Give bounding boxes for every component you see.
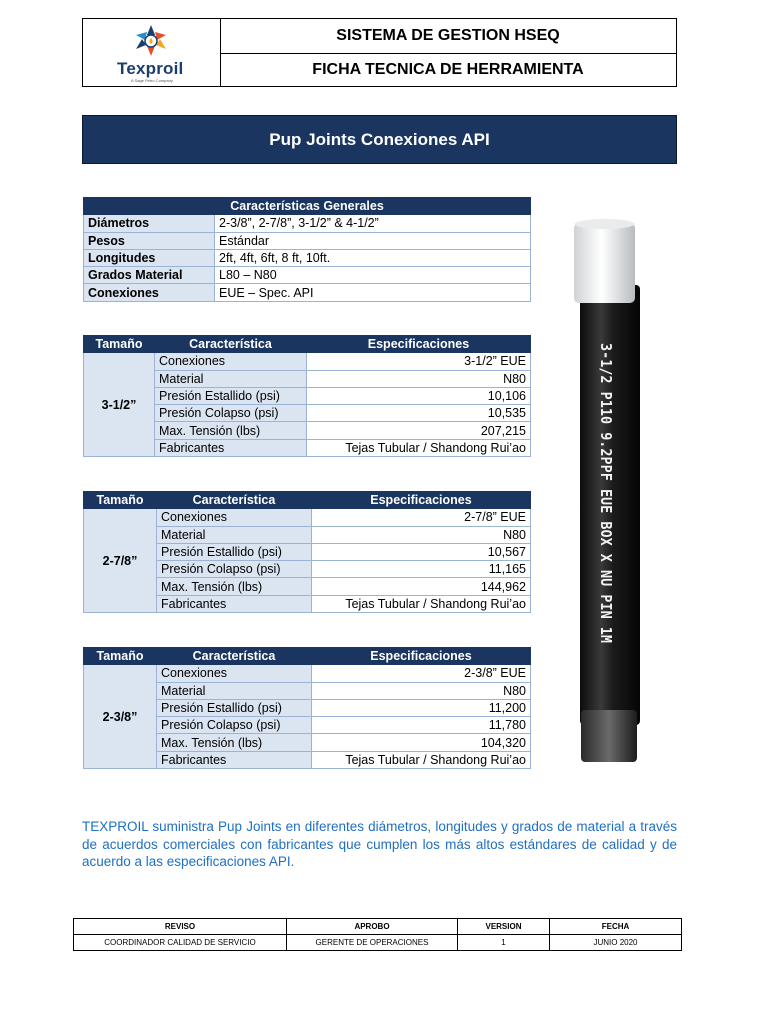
row-label: Fabricantes	[157, 595, 312, 612]
footer-aprobo-value: GERENTE DE OPERACIONES	[287, 935, 458, 951]
row-label: Fabricantes	[155, 439, 307, 456]
row-value: 3-1/2” EUE	[307, 353, 531, 370]
row-value: Estándar	[215, 232, 531, 249]
footer-header-version: VERSION	[458, 919, 550, 935]
row-value: 11,200	[312, 699, 531, 716]
row-label: Conexiones	[157, 509, 312, 526]
page-title: Pup Joints Conexiones API	[82, 115, 677, 164]
row-value: 10,535	[307, 405, 531, 422]
document-header	[82, 18, 677, 87]
row-label: Presión Estallido (psi)	[157, 543, 312, 560]
row-label: Grados Material	[84, 267, 215, 284]
row-label: Presión Colapso (psi)	[157, 561, 312, 578]
row-label: Longitudes	[84, 249, 215, 266]
row-value: N80	[312, 682, 531, 699]
footer-header-reviso: REVISO	[74, 919, 287, 935]
footer-header-fecha: FECHA	[550, 919, 682, 935]
row-label: Presión Estallido (psi)	[157, 699, 312, 716]
row-value: 11,165	[312, 561, 531, 578]
row-label: Diámetros	[84, 215, 215, 232]
logo-text: Texproil	[117, 59, 184, 78]
row-value: L80 – N80	[215, 267, 531, 284]
logo-cell	[83, 19, 221, 86]
table-row	[84, 215, 531, 232]
size-cell: 2-3/8”	[84, 665, 157, 769]
row-label: Max. Tensión (lbs)	[157, 578, 312, 595]
table-row	[84, 665, 531, 682]
pup-joint-image	[563, 215, 653, 775]
logo-subtext: A Sage Petro Company	[131, 78, 173, 83]
footer-header-aprobo: APROBO	[287, 919, 458, 935]
spec-header: Especificaciones	[312, 492, 531, 509]
row-value: 2-7/8” EUE	[312, 509, 531, 526]
characteristic-header: Característica	[157, 492, 312, 509]
table-row	[84, 353, 531, 370]
row-value: 2ft, 4ft, 6ft, 8 ft, 10ft.	[215, 249, 531, 266]
row-label: Max. Tensión (lbs)	[155, 422, 307, 439]
row-label: Material	[155, 370, 307, 387]
footer-reviso-value: COORDINADOR CALIDAD DE SERVICIO	[74, 935, 287, 951]
row-value: Tejas Tubular / Shandong Rui’ao	[312, 595, 531, 612]
row-value: EUE – Spec. API	[215, 284, 531, 301]
table-row	[84, 267, 531, 284]
row-label: Max. Tensión (lbs)	[157, 734, 312, 751]
row-value: 104,320	[312, 734, 531, 751]
size-header: Tamaño	[84, 648, 157, 665]
header-title-line1: SISTEMA DE GESTION HSEQ	[220, 19, 676, 54]
row-label: Presión Colapso (psi)	[155, 405, 307, 422]
row-label: Pesos	[84, 232, 215, 249]
spec-table-2-7-8	[83, 491, 531, 613]
row-value: 2-3/8” EUE	[312, 665, 531, 682]
row-value: N80	[307, 370, 531, 387]
table-row	[84, 284, 531, 301]
row-value: Tejas Tubular / Shandong Rui’ao	[307, 439, 531, 456]
description-text: TEXPROIL suministra Pup Joints en diferentes diámetros, longitudes y grados de material a través de acuerdos comerciales con fabricantes que cumplen los más altos estándares de calidad y de acuerdo a las especificaciones API.	[82, 819, 677, 869]
row-value: 10,106	[307, 387, 531, 404]
footer-version-value: 1	[458, 935, 550, 951]
row-label: Presión Colapso (psi)	[157, 717, 312, 734]
characteristic-header: Característica	[157, 648, 312, 665]
general-heading: Características Generales	[84, 198, 531, 215]
row-value: N80	[312, 526, 531, 543]
row-label: Conexiones	[157, 665, 312, 682]
table-row	[84, 509, 531, 526]
pipe-marking: 3-1/2 P110 9.2PPF EUE BOX X NU PIN 1M	[597, 343, 615, 678]
row-value: 11,780	[312, 717, 531, 734]
footer-fecha-value: JUNIO 2020	[550, 935, 682, 951]
spec-header: Especificaciones	[307, 336, 531, 353]
characteristic-header: Característica	[155, 336, 307, 353]
row-value: Tejas Tubular / Shandong Rui’ao	[312, 751, 531, 768]
row-value: 207,215	[307, 422, 531, 439]
row-label: Conexiones	[155, 353, 307, 370]
row-label: Material	[157, 682, 312, 699]
size-header: Tamaño	[84, 336, 155, 353]
row-value: 10,567	[312, 543, 531, 560]
row-value: 2-3/8”, 2-7/8”, 3-1/2” & 4-1/2”	[215, 215, 531, 232]
row-label: Material	[157, 526, 312, 543]
row-value: 144,962	[312, 578, 531, 595]
approval-footer-table	[73, 918, 682, 951]
row-label: Conexiones	[84, 284, 215, 301]
spec-header: Especificaciones	[312, 648, 531, 665]
spec-table-3-1-2	[83, 335, 531, 457]
size-cell: 3-1/2”	[84, 353, 155, 457]
table-row	[84, 249, 531, 266]
size-header: Tamaño	[84, 492, 157, 509]
size-cell: 2-7/8”	[84, 509, 157, 613]
header-title-line2: FICHA TECNICA DE HERRAMIENTA	[312, 60, 584, 78]
general-characteristics-table	[83, 197, 531, 302]
row-label: Fabricantes	[157, 751, 312, 768]
table-row	[84, 232, 531, 249]
row-label: Presión Estallido (psi)	[155, 387, 307, 404]
spec-table-2-3-8	[83, 647, 531, 769]
